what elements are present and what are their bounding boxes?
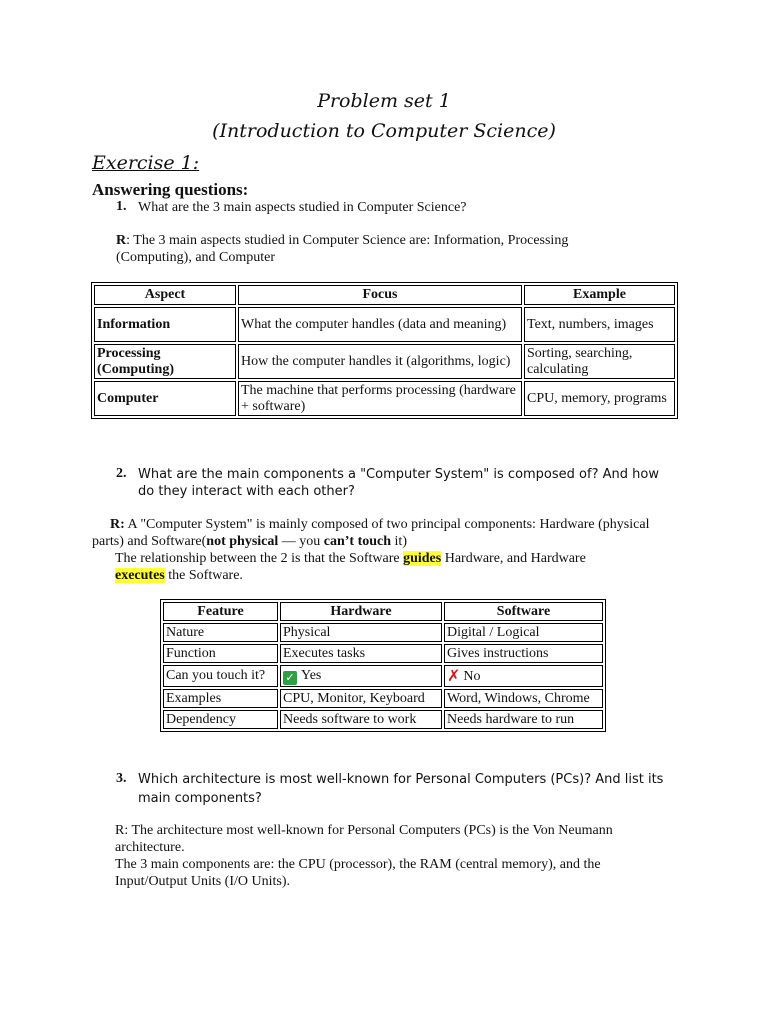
table-header: Aspect [94,285,236,305]
table-cell: What the computer handles (data and meaning) [238,307,522,342]
section-heading: Answering questions: [92,180,249,199]
table-cell: Needs software to work [280,710,442,729]
page-subtitle: (Introduction to Computer Science) [212,120,556,142]
relationship-part: the Software. [164,568,243,583]
no-label: No [463,668,481,684]
question-3-text: Which architecture is most well-known for Personal Computers (PCs)? And list its main components? [138,772,664,806]
table-header: Example [524,285,675,305]
answer-3-line-2: The 3 main components are: the CPU (processor), the RAM (central memory), and the Input/Output Units (I/O Units). [115,857,601,889]
answer-1-text: : The 3 main aspects studied in Computer Science are: Information, Processing (Computing), and Computer [116,233,569,265]
highlight-guides: guides [403,551,442,566]
table-cell: The machine that performs processing (hardware + software) [238,381,522,416]
question-1-number: 1. [116,199,127,214]
table-cell [444,665,603,687]
cross-mark-icon: ✗ [447,665,461,685]
answer-2 [92,516,662,550]
table-cell [280,665,442,687]
table-header: Focus [238,285,522,305]
answer-1-prefix: R [116,233,127,248]
answer-1 [116,232,636,266]
table-header: Software [444,602,603,621]
table-cell: Function [163,644,278,663]
answer-2-prefix: R: [110,517,125,532]
table-cell: Nature [163,623,278,642]
table-cell: Physical [280,623,442,642]
answer-2-bold: can’t touch [323,534,392,549]
table-cell: CPU, Monitor, Keyboard [280,689,442,708]
table-cell: Processing (Computing) [94,344,236,379]
aspects-table [91,282,678,419]
yes-label: Yes [301,667,322,683]
table-cell: Can you touch it? [163,665,278,687]
table-cell: Sorting, searching, calculating [524,344,675,379]
table-cell: CPU, memory, programs [524,381,675,416]
question-2-text: What are the main components a "Computer System" is composed of? And how do they interact with each other? [138,467,659,499]
page-title: Problem set 1 [317,90,451,112]
relationship-part: Hardware, and Hardware [441,551,586,566]
relationship-part: The relationship between the 2 is that the Software [115,551,404,566]
question-3-number: 3. [116,771,127,786]
answer-2-text: A "Computer System" is mainly composed of two principal components: Hardware (physical parts) and Software( [92,517,650,549]
question-2-number: 2. [116,466,127,481]
answer-2-text: — you [278,534,324,549]
table-cell: Needs hardware to run [444,710,603,729]
answer-2-bold: not physical [206,534,279,549]
table-header: Feature [163,602,278,621]
table-cell: Dependency [163,710,278,729]
table-cell: How the computer handles it (algorithms, logic) [238,344,522,379]
table-cell: Examples [163,689,278,708]
table-cell: Text, numbers, images [524,307,675,342]
answer-2-text: it) [391,534,407,549]
relationship-text [115,550,655,584]
table-cell: Computer [94,381,236,416]
table-cell: Gives instructions [444,644,603,663]
answer-3-line-1: R: The architecture most well-known for Personal Computers (PCs) is the Von Neumann architecture. [115,823,613,855]
table-cell: Executes tasks [280,644,442,663]
check-mark-icon: ✓ [283,671,297,685]
table-cell: Word, Windows, Chrome [444,689,603,708]
question-1-text: What are the 3 main aspects studied in Computer Science? [138,200,467,215]
exercise-heading: Exercise 1: [92,152,200,174]
table-header: Hardware [280,602,442,621]
hardware-software-table [160,599,606,732]
table-cell: Digital / Logical [444,623,603,642]
table-cell: Information [94,307,236,342]
highlight-executes: executes [115,568,165,583]
